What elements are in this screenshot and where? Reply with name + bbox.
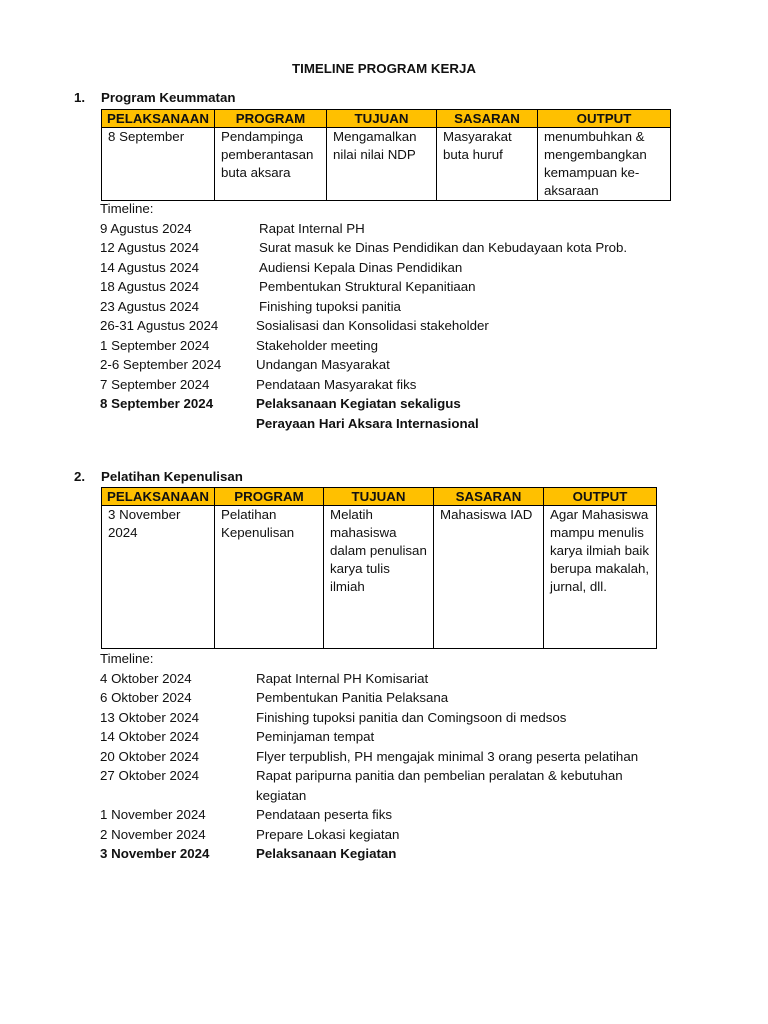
section-2-number: 2.: [74, 469, 86, 484]
timeline-activity: Pembentukan Struktural Kepanitiaan: [259, 279, 476, 294]
timeline-date: 1 November 2024: [100, 807, 206, 822]
timeline-activity: Pelaksanaan Kegiatan: [256, 846, 397, 861]
cell-output: Agar Mahasiswa mampu menulis karya ilmiah baik berupa makalah, jurnal, dll.: [544, 506, 657, 649]
section-1-title: Program Keummatan: [101, 90, 236, 105]
timeline-date: 9 Agustus 2024: [100, 220, 192, 236]
header-output: OUTPUT: [544, 488, 657, 506]
cell-pelaksanaan: 3 November 2024: [102, 506, 215, 649]
table-row: [102, 128, 671, 201]
header-tujuan: TUJUAN: [324, 488, 434, 506]
timeline-activity: Rapat Internal PH: [259, 220, 365, 236]
timeline-activity: Pelaksanaan Kegiatan sekaligus Perayaan Hari Aksara Internasional: [256, 396, 479, 431]
cell-program: Pelatihan Kepenulisan: [215, 506, 324, 649]
header-sasaran: SASARAN: [434, 488, 544, 506]
cell-program: Pendampinga pemberantasan buta aksara: [215, 128, 327, 201]
timeline-activity: Undangan Masyarakat: [256, 357, 390, 372]
section-1-program-table: [101, 109, 671, 201]
timeline-date: 14 Agustus 2024: [100, 259, 200, 275]
timeline-date: 2 November 2024: [100, 826, 206, 842]
timeline-date: 1 September 2024: [100, 337, 210, 353]
section-2-timeline: [100, 649, 676, 864]
timeline-item: [100, 336, 669, 356]
timeline-activity: Peminjaman tempat: [256, 729, 375, 744]
timeline-date: 6 Oktober 2024: [100, 690, 192, 705]
timeline-date: 14 Oktober 2024: [100, 729, 200, 744]
timeline-activity: Prepare Lokasi kegiatan: [256, 826, 400, 842]
timeline-activity: Sosialisasi dan Konsolidasi stakeholder: [256, 318, 489, 333]
timeline-item: [100, 708, 676, 728]
timeline-activity: Audiensi Kepala Dinas Pendidikan: [259, 259, 463, 275]
timeline-date: 2-6 September 2024: [100, 357, 222, 372]
section-1-number: 1.: [74, 90, 86, 105]
cell-pelaksanaan: 8 September: [102, 128, 215, 201]
timeline-date: 27 Oktober 2024: [100, 768, 200, 783]
section-2-program-table: [101, 487, 657, 649]
table-row: [102, 506, 657, 649]
timeline-date: 12 Agustus 2024: [100, 240, 200, 255]
timeline-item: [100, 669, 676, 689]
timeline-item: [100, 727, 676, 747]
cell-tujuan: Melatih mahasiswa dalam penulisan karya tulis ilmiah: [324, 506, 434, 649]
timeline-activity: Finishing tupoksi panitia dan Comingsoon di medsos: [256, 709, 567, 725]
timeline-activity: Flyer terpublish, PH mengajak minimal 3 orang peserta pelatihan: [256, 748, 639, 764]
timeline-date: 26-31 Agustus 2024: [100, 318, 219, 333]
timeline-item: [100, 238, 669, 258]
timeline-date: 20 Oktober 2024: [100, 748, 200, 764]
timeline-item-highlight: [100, 844, 676, 864]
table-header-row: [102, 488, 657, 506]
timeline-activity: Rapat Internal PH Komisariat: [256, 670, 429, 686]
cell-sasaran: Mahasiswa IAD: [434, 506, 544, 649]
section-2-heading: [74, 469, 243, 484]
timeline-activity: Rapat paripurna panitia dan pembelian peralatan & kebutuhan kegiatan: [256, 768, 623, 803]
timeline-label: Timeline:: [100, 651, 154, 666]
header-pelaksanaan: PELAKSANAAN: [102, 110, 215, 128]
timeline-date: 7 September 2024: [100, 376, 210, 392]
timeline-item: [100, 825, 676, 845]
timeline-item: [100, 316, 669, 336]
document-title: TIMELINE PROGRAM KERJA: [292, 61, 476, 76]
header-program: PROGRAM: [215, 488, 324, 506]
timeline-item: [100, 258, 669, 278]
cell-tujuan: Mengamalkan nilai nilai NDP: [327, 128, 437, 201]
timeline-activity: Finishing tupoksi panitia: [259, 298, 401, 314]
header-output: OUTPUT: [538, 110, 671, 128]
timeline-date: 13 Oktober 2024: [100, 709, 200, 725]
timeline-item: [100, 355, 669, 375]
timeline-activity: Pembentukan Panitia Pelaksana: [256, 690, 449, 705]
cell-output: menumbuhkan & mengembangkan kemampuan ke-aksaraan: [538, 128, 671, 201]
timeline-activity: Pendataan Masyarakat fiks: [256, 376, 417, 392]
timeline-item: [100, 297, 669, 317]
timeline-date: 23 Agustus 2024: [100, 298, 200, 314]
timeline-item: [100, 688, 676, 708]
timeline-date: 8 September 2024: [100, 396, 214, 411]
header-tujuan: TUJUAN: [327, 110, 437, 128]
timeline-activity: Surat masuk ke Dinas Pendidikan dan Kebudayaan kota Prob.: [259, 240, 628, 255]
section-1-timeline: [100, 199, 669, 433]
timeline-label: Timeline:: [100, 201, 154, 216]
timeline-item-highlight: [100, 394, 669, 433]
header-pelaksanaan: PELAKSANAAN: [102, 488, 215, 506]
timeline-date: 4 Oktober 2024: [100, 670, 192, 686]
timeline-date: 3 November 2024: [100, 846, 210, 861]
timeline-date: 18 Agustus 2024: [100, 279, 200, 294]
header-sasaran: SASARAN: [437, 110, 538, 128]
section-2-title: Pelatihan Kepenulisan: [101, 469, 243, 484]
cell-sasaran: Masyarakat buta huruf: [437, 128, 538, 201]
timeline-item: [100, 747, 676, 767]
timeline-activity: Stakeholder meeting: [256, 337, 378, 353]
timeline-item: [100, 219, 669, 239]
table-header-row: [102, 110, 671, 128]
timeline-item: [100, 375, 669, 395]
header-program: PROGRAM: [215, 110, 327, 128]
timeline-activity: Pendataan peserta fiks: [256, 807, 393, 822]
section-1-heading: [74, 90, 235, 105]
timeline-item: [100, 277, 669, 297]
timeline-item: [100, 766, 676, 805]
timeline-item: [100, 805, 676, 825]
